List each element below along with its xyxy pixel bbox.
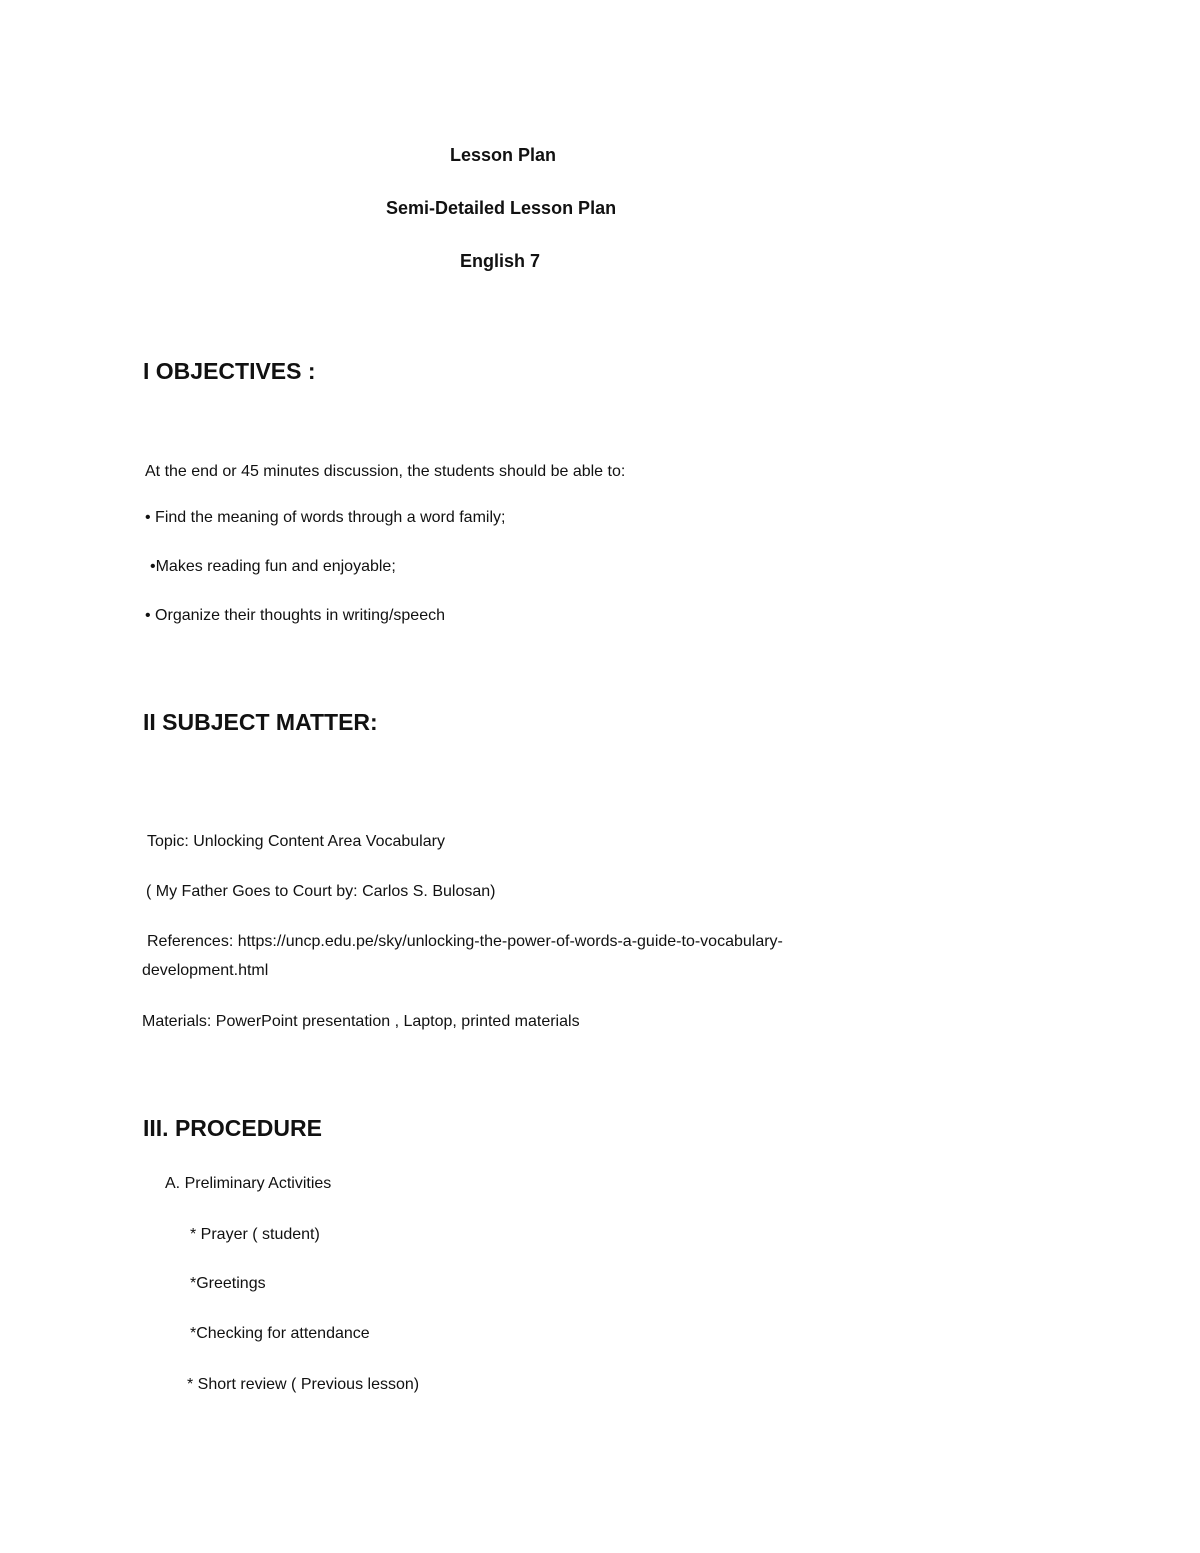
procedure-item: * Prayer ( student): [190, 1226, 320, 1243]
procedure-item: *Greetings: [190, 1275, 266, 1292]
objectives-heading: I OBJECTIVES :: [143, 358, 316, 384]
objectives-intro: At the end or 45 minutes discussion, the students should be able to:: [145, 463, 626, 480]
procedure-heading: III. PROCEDURE: [143, 1115, 322, 1141]
procedure-item: * Short review ( Previous lesson): [187, 1376, 420, 1393]
doc-subtitle: Semi-Detailed Lesson Plan: [386, 198, 617, 218]
story-text: ( My Father Goes to Court by: Carlos S. Bulosan): [146, 883, 496, 900]
subject-matter-heading: II SUBJECT MATTER:: [143, 709, 378, 735]
references-text-cont: development.html: [142, 962, 269, 979]
objective-item: • Organize their thoughts in writing/speech: [145, 607, 445, 624]
materials-text: Materials: PowerPoint presentation , Laptop, printed materials: [142, 1013, 580, 1030]
procedure-subheading: A. Preliminary Activities: [165, 1175, 332, 1192]
references-text: References: https://uncp.edu.pe/sky/unlocking-the-power-of-words-a-guide-to-vocabulary-: [147, 933, 783, 950]
doc-subject: English 7: [460, 251, 541, 271]
topic-text: Topic: Unlocking Content Area Vocabulary: [147, 833, 445, 850]
objective-item: •Makes reading fun and enjoyable;: [150, 558, 396, 575]
doc-title: Lesson Plan: [450, 145, 557, 165]
procedure-item: *Checking for attendance: [190, 1325, 370, 1342]
objective-item: • Find the meaning of words through a word family;: [145, 509, 506, 526]
